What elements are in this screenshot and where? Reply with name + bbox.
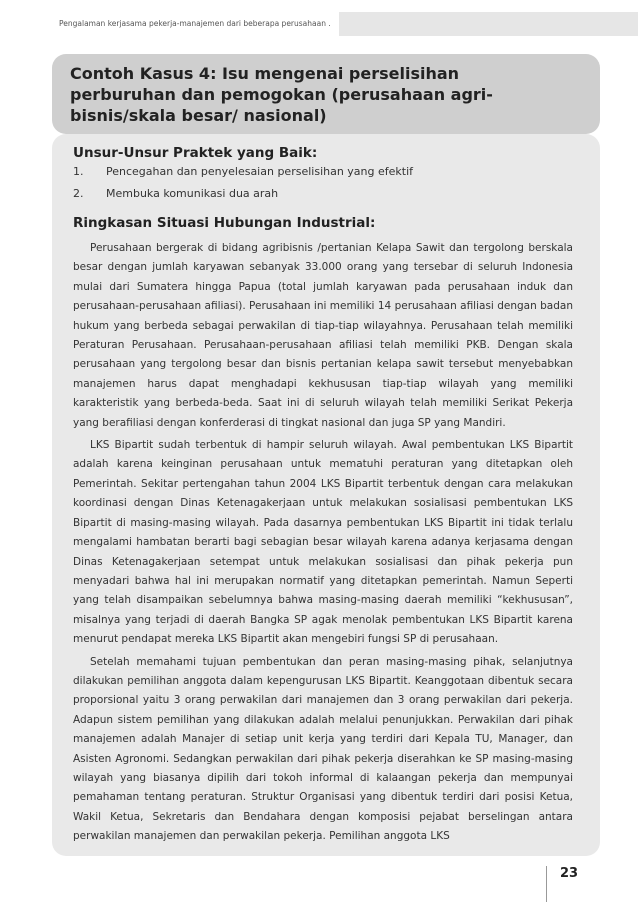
summary-heading: Ringkasan Situasi Hubungan Industrial: [73,215,376,231]
summary-paragraph: LKS Bipartit sudah terbentuk di hampir seluruh wilayah. Awal pembentukan LKS Bipartit adalah karena keinginan perusahaan untuk mematuhi peraturan yang ditetapkan oleh Pemerintah. Sekitar pertengahan tahun 2004 LKS Bipartit terbentuk dengan cara melakukan koordinasi dengan Dinas Ketenagakerjaan untuk melakukan sosialisasi pembentukan LKS Bipartit di masing-masing wilayah. Pada dasarnya pembentukan LKS Bipartit ini tidak terlalu mengalami hambatan berarti bagi sebagian besar wilayah karena adanya kerjasama dengan Dinas Ketenagakerjaan setempat untuk melakukan sosialisasi dan pihak pekerja pun menyadari bahwa hal ini merupakan normatif yang ditetapkan pemerintah. Namun Seperti yang telah disampaikan sebelumnya bahwa masing-masing daerah memiliki “kekhususan”, misalnya yang terjadi di daerah Bangka SP agak menolak pembentukan LKS Bipartit karena menurut pendapat mereka LKS Bipartit akan mengebiri fungsi SP di perusahaan. [73,439,573,646]
good-practice-heading: Unsur-Unsur Praktek yang Baik: [73,145,318,161]
case-title: Contoh Kasus 4: Isu mengenai perselisihan perburuhan dan pemogokan (perusahaan agri-bisnis/skala besar/ nasional) [70,64,493,125]
running-header [55,12,638,36]
list-item-number: 1. [73,165,84,178]
list-item-text: Pencegahan dan penyelesaian perselisihan yang efektif [106,165,414,178]
case-title-box [52,54,600,134]
summary-paragraph: Perusahaan bergerak di bidang agribisnis /pertanian Kelapa Sawit dan tergolong berskala besar dengan jumlah karyawan sebanyak 33.000 orang yang tersebar di seluruh Indonesia mulai dari Sumatera hingga Papua (total jumlah karyawan pada perusahaan induk dan perusahaan-perusahaan afiliasi). Perusahaan ini memiliki 14 perusahaan afiliasi dengan badan hukum yang berbeda sebagai perwakilan di tiap-tiap wilayahnya. Perusahaan telah memiliki Peraturan Perusahaan. Perusahaan-perusahaan afiliasi telah memiliki PKB. Dengan skala perusahaan yang tergolong besar dan bisnis pertanian kelapa sawit tersebut menyebabkan manajemen harus dapat menghadapi kekhususan tiap-tiap wilayah yang memiliki karakteristik yang berbeda-beda. Saat ini di seluruh wilayah telah memiliki Serikat Pekerja yang berafiliasi dengan konferderasi di tingkat nasional dan juga SP yang Mandiri. [73,242,573,429]
list-item-text: Membuka komunikasi dua arah [106,187,279,200]
list-item-number: 2. [73,187,84,200]
page-number: 23 [560,866,579,881]
summary-paragraph: Setelah memahami tujuan pembentukan dan peran masing-masing pihak, selanjutnya dilakukan pemilihan anggota dalam kepengurusan LKS Bipartit. Keanggotaan dibentuk secara proporsional yaitu 3 orang perwakilan dari manajemen dan 3 orang perwakilan dari pekerja. Adapun sistem pemilihan yang dilakukan adalah melalui penunjukkan. Perwakilan dari pihak manajemen adalah Manajer di setiap unit kerja yang terdiri dari Kepala TU, Manager, dan Asisten Agronomi. Sedangkan perwakilan dari pihak pekerja diserahkan ke SP masing-masing wilayah yang biasanya dipilih dari tokoh informal di kalaangan pekerja dan mempunyai pemahaman tentang peraturan. Struktur Organisasi yang dibentuk terdiri dari posisi Ketua, Wakil Ketua, Sekretaris dan Bendahara dengan komposisi pejabat berselingan antara perwakilan manajemen dan perwakilan pekerja. Pemilihan anggota LKS [73,655,573,843]
running-header-title: Pengalaman kerjasama pekerja-manajemen dari beberapa perusahaan . [55,12,339,36]
page-number-rule [546,866,547,902]
summary-body [73,239,573,850]
